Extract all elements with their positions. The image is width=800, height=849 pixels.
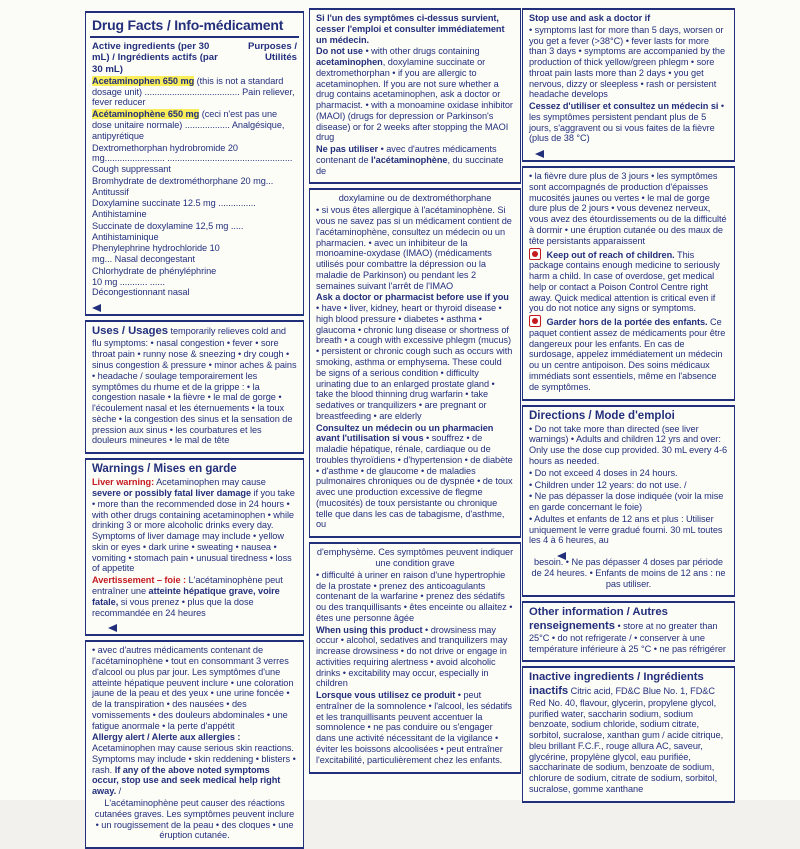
paragraph <box>529 315 728 392</box>
text-run: • avec d'autres médicaments contenant de l'acétaminophène • tout en consommant 3 verres d'alcool ou plus par jour. Les symptômes d'une atteinte hépatique peuvent inclure • une coloration jaune de la peau et des yeux • une urine foncée • de la transpiration • des nausées • des vomissements • des douleurs abdominales • une fatigue anormale • la perte d'appétit <box>92 645 294 731</box>
continuation-arrow-row <box>92 619 297 628</box>
text-run: Consultez un médecin ou un pharmacien avant l'utilisation si vous <box>316 422 494 444</box>
text-run: Ce paquet contient assez de médicaments pour être dangereux pour les enfants. En cas de surdosage, appelez immédiatement un médecin ou un centre antipoison. Des soins médicaux immédiats sont essentiels, même en l'absence de symptômes. <box>529 317 726 392</box>
text-run: Acétaminophène 650 mg <box>92 109 200 120</box>
section-box <box>522 166 735 400</box>
text-run: Other information / Autres renseignements <box>529 606 668 632</box>
paragraph <box>316 690 514 765</box>
text-run: L'acétaminophène peut entraîner une <box>92 575 283 596</box>
text-run: • avec d'autres médicaments contenant de <box>316 144 497 165</box>
text-run: severe or possibly fatal liver damage <box>92 488 252 499</box>
text-run: l'acétaminophène <box>371 154 448 165</box>
text-run: • si vous êtes allergique à l'acétaminophène. Si vous ne savez pas si un médicament contient de l'acétaminophène, consultez un médecin ou un pharmacien. • avec un inhibiteur de la monoamine-oxydase (IMAO) (médicaments utilisés pour combattre la dépression ou la maladie de Parkinson) ou pendant les 2 semaines suivant l'arrêt de l'IMAO <box>316 205 512 291</box>
text-run: If any of the above noted symptoms occur, stop use and seek medical help right away. <box>92 764 281 797</box>
text-run: Doxylamine succinate 12.5 mg ............... Antihistamine <box>92 198 256 220</box>
text-run: Acetaminophen may cause <box>154 477 266 488</box>
text-run: • with other drugs containing <box>362 46 480 57</box>
paragraph <box>92 798 297 841</box>
text-run: Avertissement – foie : <box>92 575 187 586</box>
text-run: • Adultes et enfants de 12 ans et plus : Utiliser uniquement le verre gradué fourni. 30 mL toutes les 4 à 6 heures, au <box>529 513 723 546</box>
column-right <box>522 8 735 803</box>
paragraph <box>92 76 297 108</box>
paragraph <box>92 143 297 175</box>
text-run: • drowsiness may occur • alcohol, sedatives and tranquilizers may increase drowsiness • do not drive or engage in activities requiring alertness • avoid alcoholic drinks • excitability may occur, especially in children <box>316 624 508 689</box>
continuation-arrow-icon <box>92 304 101 312</box>
text-run: Dextromethorphan hydrobromide 20 mg........................ .................................................. Cough suppressant <box>92 142 293 175</box>
purposes-label <box>233 41 297 75</box>
text-run: atteinte hépatique grave, voire fatale, <box>92 585 280 607</box>
text-run: , doxylamine succinate or dextromethorphan • if you are allergic to acetaminophen. If you are not sure whether a drug contains acetaminophen, ask a doctor or pharmacist. • with a monoamine oxidase inhibitor (MAOI) (drugs for depression or Parkinson's disease) or for 2 weeks after stopping the MAOI drug <box>316 57 513 143</box>
text-run: Phenylephrine hydrochloride 10 mg... Nasal decongestant <box>92 243 220 265</box>
text-run: / <box>116 786 122 797</box>
text-run: doxylamine ou de dextrométhorphane <box>338 193 492 204</box>
text-run: Lorsque vous utilisez ce produit <box>316 690 456 701</box>
paragraph <box>92 575 297 618</box>
text-run: L'acétaminophène peut causer des réactions cutanées graves. Les symptômes peuvent inclure • un rougissement de la peau • des cloques • une éruption cutanée. <box>94 798 295 841</box>
paragraph <box>316 46 514 143</box>
ingredients-header-row <box>92 41 297 75</box>
text-run: Ingrédients actifs <box>117 52 198 64</box>
text-run: Inactive ingredients / Ingrédients inactifs <box>529 671 704 697</box>
text-run: • la fièvre dure plus de 3 jours • les symptômes sont accompagnés de production d'épaisses mucosités jaunes ou vertes • le mal de gorge dure plus de 2 jours • vous devenez nerveux, vous avez des étourdissements ou de la difficulté à dormir • une éruption cutanée ou des maux de tête persistants apparaissent <box>529 171 727 246</box>
text-run: • Do not take more than directed (see liver warnings) • Adults and children 12 yrs and over: Only use the dose cup provided. 30 mL every 4-6 hours as needed. <box>529 423 728 467</box>
text-run: Purposes / Utilités <box>247 41 297 64</box>
text-run: • souffrez • de maladie hépatique, rénale, cardiaque ou de troubles thyroïdiens • d'hypertension • de diabète • d'asthme • de glaucome • de maladies pulmonaires chroniques ou de dyspnée • de toux avec une production excessive de flegme (mucosités) de toux persistante ou chronique telle que dans les cas de tabagisme, d'asthme, ou <box>316 433 513 530</box>
section-box <box>85 11 304 316</box>
section-box <box>309 542 521 773</box>
paragraph <box>92 109 297 141</box>
paragraph <box>316 144 514 176</box>
text-run: si vous prenez • plus que la dose recommandée en 24 heures <box>92 596 254 618</box>
paragraph <box>92 325 297 446</box>
paragraph <box>92 732 297 797</box>
paragraph <box>529 13 728 24</box>
column-middle <box>309 8 521 774</box>
text-run: (per 30 mL) / <box>92 41 210 64</box>
text-run: Stop use and ask a doctor if <box>529 13 651 23</box>
section-box <box>85 320 304 454</box>
child-safety-dot <box>532 251 538 257</box>
text-run: • Children under 12 years: do not use. / <box>529 479 687 490</box>
paragraph <box>92 477 297 574</box>
paragraph <box>92 243 223 265</box>
text-run: • peut entraîner de la somnolence • l'alcool, les sédatifs et les tranquillisants peuvent accentuer la somnolence • ne pas conduire ou s'engager dans une activité nécessitant de la vigilance • éviter les boissons alcoolisées • peut entraîner l'excitabilité, particulièrement chez les enfants. <box>316 690 512 765</box>
paragraph <box>529 248 728 315</box>
text-run: When using this product <box>316 624 423 635</box>
text-run: acetaminophen <box>316 57 383 68</box>
text-run: Liver warning: <box>92 477 155 488</box>
paragraph <box>316 570 514 624</box>
continuation-arrow-row <box>529 547 728 556</box>
section-box <box>522 405 735 598</box>
continuation-arrow-icon <box>535 150 544 158</box>
paragraph <box>529 491 728 513</box>
section-box <box>522 8 735 162</box>
text-run: if you take • more than the recommended dose in 24 hours • with other drugs containing acetaminophen • while drinking 3 or more alcoholic drinks every day. Symptoms of liver damage may include • yellow skin or eyes • dark urine • sweating • nausea • vomiting • stomach pain • unusual tiredness • loss of appetite <box>92 488 295 574</box>
text-run: Garder hors de la portée des enfants. <box>544 317 708 328</box>
paragraph <box>316 205 514 291</box>
text-run: Chlorhydrate de phényléphrine 10 mg ........... ...... Décongestionnant nasal <box>92 265 217 298</box>
paragraph <box>529 514 728 546</box>
text-run: temporarily relieves cold and flu symptoms: • nasal congestion • fever • sore throat pain • runny nose & sneezing • dry cough • sinus congestion & pressure • minor aches & pains • headache / soulage temporairement les symptômes du rhume et de la grippe : • la congestion nasale • la fièvre • le mal de gorge • l'écoulement nasal et les éternuements • la toux sèche • la congestion des sinus et la sensation de pression aux sinus • les courbatures et les douleurs mineures • le mal de tête <box>92 326 297 446</box>
text-run: (ceci n'est pas une dose unitaire normale) .................. Analgésique, antipyrétique <box>92 109 285 141</box>
paragraph <box>92 266 223 298</box>
paragraph <box>529 606 728 654</box>
paragraph <box>92 645 297 731</box>
paragraph <box>92 221 297 243</box>
text-run: (this is not a standard dosage unit) ...................................... Pain reliever, fever reducer <box>92 75 295 108</box>
text-run: (par 30 mL) <box>92 52 218 75</box>
paragraph <box>529 480 728 491</box>
paragraph <box>529 25 728 100</box>
paragraph <box>316 13 514 45</box>
text-run: Succinate de doxylamine 12,5 mg ..... Antihistaminique <box>92 220 244 242</box>
paragraph <box>316 292 514 421</box>
paragraph <box>316 547 514 569</box>
section-heading: Warnings / Mises en garde <box>92 463 237 476</box>
text-run: • difficulté à uriner en raison d'une hypertrophie de la prostate • prenez des anticoagulants contenant de la warfarine • prenez des sédatifs ou des tranquillisants • êtes enceinte ou allaitez • êtes une personne âgée <box>316 569 513 623</box>
child-safety-dot <box>532 318 538 324</box>
section-box <box>522 601 735 662</box>
continuation-arrow-icon <box>108 624 117 632</box>
text-run: d'emphysème. Ces symptômes peuvent indiquer une condition grave <box>316 547 514 568</box>
text-run: • symptoms last for more than 5 days, worsen or you get a fever (>38°C) • fever lasts for more than 3 days • symptoms are accompanied by the production of thick yellow/green phlegm • sore throat pain lasts more than 2 days • you get nervous, dizzy or sleepless • rash or persistent headache develops <box>529 24 726 100</box>
text-run: , du succinate de <box>316 154 504 176</box>
column-left <box>85 11 304 849</box>
section-box <box>309 8 521 184</box>
paragraph <box>529 424 728 467</box>
text-run: Active ingredients <box>92 41 176 52</box>
paragraph <box>92 176 297 198</box>
child-safety-icon <box>529 248 541 260</box>
section-box <box>522 666 735 802</box>
text-run: Allergy alert / Alerte aux allergies : <box>92 732 241 743</box>
child-safety-icon <box>529 315 541 327</box>
text-run: Acetaminophen 650 mg <box>92 75 195 86</box>
drug-facts-title: Drug Facts / Info-médicament <box>90 16 299 38</box>
text-run: Keep out of reach of children. <box>544 249 675 260</box>
paragraph <box>529 468 728 479</box>
text-run: Acetaminophen may cause serious skin reactions. Symptoms may include • skin reddening • blisters • rash. <box>92 743 296 775</box>
text-run: Ne pas utiliser <box>316 144 379 155</box>
text-run: Do not use <box>316 46 363 57</box>
text-run: Uses / Usages <box>92 325 168 338</box>
text-run: Bromhydrate de dextrométhorphane 20 mg... Antitussif <box>92 175 274 197</box>
section-box <box>309 188 521 538</box>
paragraph <box>529 557 728 589</box>
section-box <box>85 458 304 636</box>
paragraph <box>529 171 728 246</box>
active-ingredients-label <box>92 41 227 75</box>
paragraph <box>316 423 514 531</box>
text-run: • store at no greater than 25°C • do not refrigerate / • conserver à une température inférieure à 25 °C • ne pas réfrigérer <box>529 620 726 654</box>
text-run: Cessez d'utiliser et consultez un médecin si <box>529 101 719 112</box>
continuation-arrow-row <box>92 299 297 308</box>
text-run: Ask a doctor or pharmacist before use if you <box>316 292 509 303</box>
paragraph <box>92 198 297 220</box>
text-run: Citric acid, FD&C Blue No. 1, FD&C Red No. 40, flavour, glycerin, propylene glycol, purified water, saccharin sodium, sodium benzoate, sodium chloride, sodium citrate, sorbitol, sucralose, xanthan gum / acide citrique, bleu brillant F.C.F., rouge allura AC, saveur, glycérine, propylène glycol, eau purifiée, saccharinate de sodium, benzoate de sodium, chlorure de sodium, citrate de sodium, sorbitol, sucralose, gomme xanthane <box>529 685 724 794</box>
text-run: • les symptômes persistent pendant plus de 5 jours, s'aggravent ou si vous faites de la fièvre (plus de 38 °C) <box>529 101 725 144</box>
paragraph <box>529 671 728 794</box>
text-run: • Ne pas dépasser la dose indiquée (voir la mise en garde concernant le foie) <box>529 491 724 513</box>
text-run: This package contains enough medicine to seriously harm a child. In case of overdose, get medical help or contact a Poison Control Centre right away. Quick medical attention is critical even if you do not notice any signs or symptoms. <box>529 249 720 314</box>
continuation-arrow-row <box>529 145 728 154</box>
text-run: • Do not exceed 4 doses in 24 hours. <box>529 467 678 478</box>
section-box <box>85 640 304 849</box>
text-run: Si l'un des symptômes ci-dessus survient, cesser l'emploi et consulter immédiatement un médecin. <box>316 13 505 45</box>
text-run: • have • liver, kidney, heart or thyroid disease • high blood pressure • diabetes • asthma • glaucoma • chronic lung disease or shortness of breath • a cough with excessive phlegm (mucus) • persistent or chronic cough such as occurs with smoking, asthma or emphysema. These could be signs of a serious condition • difficulty urinating due to an enlarged prostate gland • take the blood thinning drug warfarin • take sedatives or tranquilizers • are pregnant or breastfeeding • are elderly <box>316 303 513 421</box>
paragraph <box>316 625 514 690</box>
paragraph <box>529 101 728 144</box>
section-heading: Directions / Mode d'emploi <box>529 409 675 422</box>
paragraph <box>316 193 514 204</box>
text-run: besoin. • Ne pas dépasser 4 doses par période de 24 heures. • Enfants de moins de 12 ans : ne pas utiliser. <box>531 557 726 589</box>
